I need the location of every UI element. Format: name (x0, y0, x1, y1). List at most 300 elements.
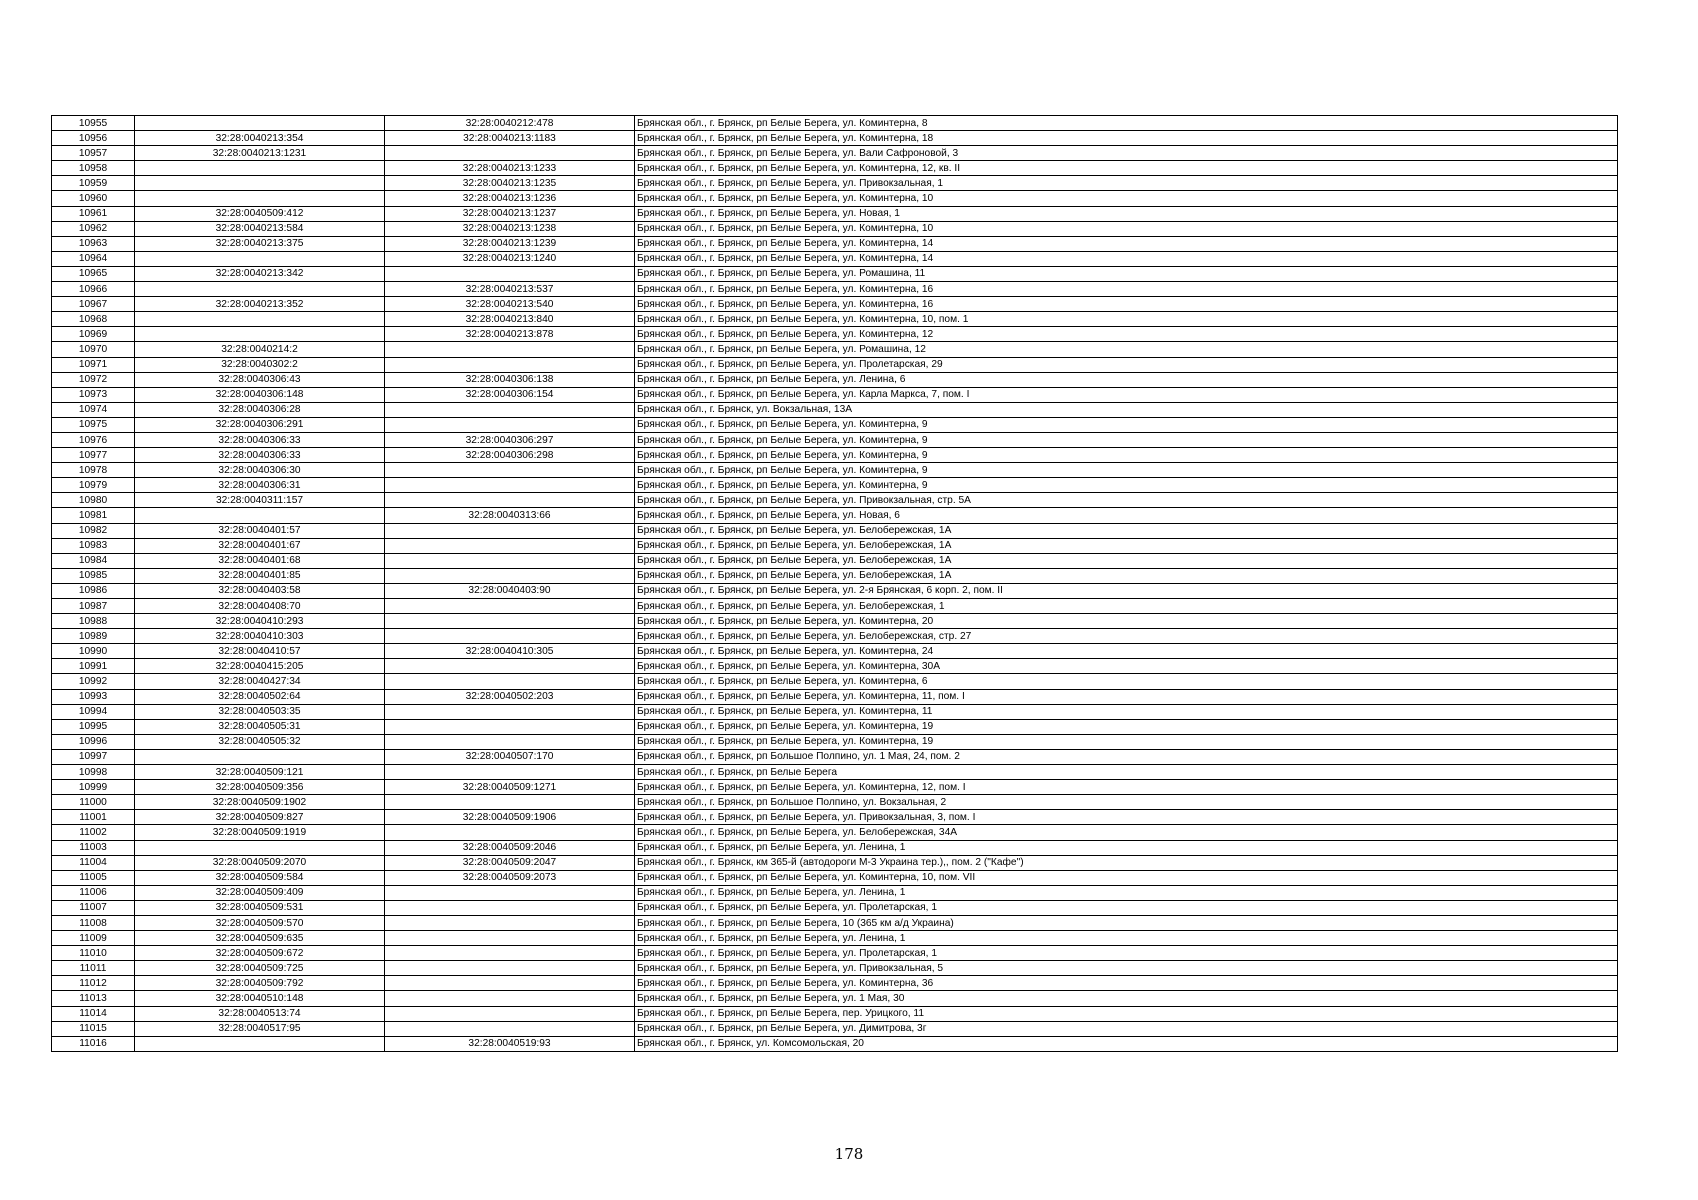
cell-cadastral-number-1 (135, 251, 385, 266)
cell-cadastral-number-2: 32:28:0040213:1239 (385, 236, 635, 251)
cell-address: Брянская обл., г. Брянск, рп Белые Берега, ул. 1 Мая, 30 (635, 991, 1618, 1006)
cell-row-number: 10989 (52, 629, 135, 644)
cell-cadastral-number-1: 32:28:0040306:291 (135, 417, 385, 432)
table-row (52, 976, 1618, 991)
cell-address: Брянская обл., г. Брянск, рп Белые Берега, ул. Коминтерна, 9 (635, 432, 1618, 447)
cell-cadastral-number-2: 32:28:0040213:1236 (385, 191, 635, 206)
table-row (52, 312, 1618, 327)
cell-cadastral-number-2 (385, 342, 635, 357)
table-row (52, 780, 1618, 795)
cell-cadastral-number-2: 32:28:0040509:1906 (385, 810, 635, 825)
table-row (52, 508, 1618, 523)
cell-cadastral-number-2: 32:28:0040212:478 (385, 116, 635, 131)
cell-row-number: 10990 (52, 644, 135, 659)
table-row (52, 387, 1618, 402)
cell-row-number: 11010 (52, 946, 135, 961)
cell-row-number: 11002 (52, 825, 135, 840)
cell-cadastral-number-1: 32:28:0040403:58 (135, 583, 385, 598)
cell-cadastral-number-2 (385, 659, 635, 674)
cell-cadastral-number-1: 32:28:0040509:1902 (135, 795, 385, 810)
table-row (52, 629, 1618, 644)
cell-row-number: 10960 (52, 191, 135, 206)
cell-cadastral-number-1: 32:28:0040415:205 (135, 659, 385, 674)
cell-address: Брянская обл., г. Брянск, рп Белые Берега, ул. Привокзальная, 1 (635, 176, 1618, 191)
table-row (52, 704, 1618, 719)
table-row (52, 961, 1618, 976)
cell-cadastral-number-2: 32:28:0040213:1235 (385, 176, 635, 191)
table-row (52, 402, 1618, 417)
cell-address: Брянская обл., г. Брянск, рп Белые Берега (635, 765, 1618, 780)
table-row (52, 1006, 1618, 1021)
cell-address: Брянская обл., г. Брянск, рп Белые Берега, ул. Белобережская, 1 (635, 599, 1618, 614)
cell-cadastral-number-1: 32:28:0040509:356 (135, 780, 385, 795)
cell-cadastral-number-1: 32:28:0040505:32 (135, 734, 385, 749)
cell-address: Брянская обл., г. Брянск, рп Белые Берега, ул. Новая, 1 (635, 206, 1618, 221)
cell-cadastral-number-2 (385, 266, 635, 281)
cell-cadastral-number-1: 32:28:0040401:68 (135, 553, 385, 568)
cell-cadastral-number-1: 32:28:0040427:34 (135, 674, 385, 689)
cell-cadastral-number-2 (385, 674, 635, 689)
cell-address: Брянская обл., г. Брянск, рп Белые Берега, ул. Коминтерна, 10 (635, 191, 1618, 206)
table-row (52, 116, 1618, 131)
cell-row-number: 10972 (52, 372, 135, 387)
table-row (52, 583, 1618, 598)
cell-address: Брянская обл., г. Брянск, рп Белые Берега, ул. Белобережская, 34А (635, 825, 1618, 840)
cell-cadastral-number-2 (385, 900, 635, 915)
cell-address: Брянская обл., г. Брянск, рп Белые Берега, ул. Привокзальная, 5 (635, 961, 1618, 976)
table-row (52, 448, 1618, 463)
cell-cadastral-number-2: 32:28:0040213:840 (385, 312, 635, 327)
table-row (52, 161, 1618, 176)
cell-cadastral-number-1: 32:28:0040306:33 (135, 448, 385, 463)
cell-cadastral-number-1 (135, 312, 385, 327)
cell-address: Брянская обл., г. Брянск, рп Белые Берега, ул. Ленина, 1 (635, 931, 1618, 946)
table-row (52, 417, 1618, 432)
cell-row-number: 10977 (52, 448, 135, 463)
cell-address: Брянская обл., г. Брянск, рп Белые Берега, ул. Коминтерна, 30А (635, 659, 1618, 674)
cell-row-number: 10992 (52, 674, 135, 689)
cell-row-number: 10969 (52, 327, 135, 342)
cell-address: Брянская обл., г. Брянск, рп Белые Берега, ул. Белобережская, 1А (635, 523, 1618, 538)
cell-cadastral-number-2: 32:28:0040502:203 (385, 689, 635, 704)
table-row (52, 1036, 1618, 1051)
cell-row-number: 10987 (52, 599, 135, 614)
cell-address: Брянская обл., г. Брянск, рп Большое Полпино, ул. 1 Мая, 24, пом. 2 (635, 749, 1618, 764)
cell-address: Брянская обл., г. Брянск, рп Белые Берега, ул. Коминтерна, 9 (635, 478, 1618, 493)
table-row (52, 372, 1618, 387)
table-row (52, 870, 1618, 885)
cell-cadastral-number-2 (385, 146, 635, 161)
cell-cadastral-number-1: 32:28:0040509:2070 (135, 855, 385, 870)
cell-cadastral-number-2 (385, 991, 635, 1006)
table-row (52, 176, 1618, 191)
cell-row-number: 10981 (52, 508, 135, 523)
cell-cadastral-number-2 (385, 417, 635, 432)
cell-row-number: 11003 (52, 840, 135, 855)
table-row (52, 266, 1618, 281)
cell-row-number: 10965 (52, 266, 135, 281)
cell-cadastral-number-1: 32:28:0040306:31 (135, 478, 385, 493)
cell-row-number: 10986 (52, 583, 135, 598)
table-row (52, 191, 1618, 206)
cell-address: Брянская обл., г. Брянск, рп Белые Берега, ул. Коминтерна, 10 (635, 221, 1618, 236)
cell-address: Брянская обл., г. Брянск, рп Белые Берега, ул. Коминтерна, 6 (635, 674, 1618, 689)
cell-address: Брянская обл., г. Брянск, рп Белые Берега, ул. Коминтерна, 11 (635, 704, 1618, 719)
cell-row-number: 10962 (52, 221, 135, 236)
cell-row-number: 11004 (52, 855, 135, 870)
cell-cadastral-number-1: 32:28:0040401:85 (135, 568, 385, 583)
cell-row-number: 11014 (52, 1006, 135, 1021)
cell-address: Брянская обл., г. Брянск, рп Белые Берега, ул. Коминтерна, 36 (635, 976, 1618, 991)
cell-cadastral-number-2: 32:28:0040509:1271 (385, 780, 635, 795)
cell-cadastral-number-1: 32:28:0040401:67 (135, 538, 385, 553)
cell-row-number: 10968 (52, 312, 135, 327)
cell-cadastral-number-2: 32:28:0040509:2047 (385, 855, 635, 870)
table-row (52, 568, 1618, 583)
cell-row-number: 10999 (52, 780, 135, 795)
cell-cadastral-number-1 (135, 116, 385, 131)
cell-cadastral-number-1: 32:28:0040302:2 (135, 357, 385, 372)
cell-cadastral-number-1: 32:28:0040509:635 (135, 931, 385, 946)
cell-cadastral-number-1: 32:28:0040509:570 (135, 915, 385, 930)
table-row (52, 463, 1618, 478)
cell-row-number: 10984 (52, 553, 135, 568)
cell-row-number: 11006 (52, 885, 135, 900)
cell-cadastral-number-1 (135, 840, 385, 855)
table-row (52, 599, 1618, 614)
cell-address: Брянская обл., г. Брянск, рп Белые Берега, ул. Коминтерна, 9 (635, 463, 1618, 478)
cell-address: Брянская обл., г. Брянск, рп Белые Берега, ул. Коминтерна, 8 (635, 116, 1618, 131)
cell-row-number: 10997 (52, 749, 135, 764)
cell-cadastral-number-2: 32:28:0040306:154 (385, 387, 635, 402)
table-row (52, 765, 1618, 780)
cell-cadastral-number-1 (135, 282, 385, 297)
cell-cadastral-number-2: 32:28:0040410:305 (385, 644, 635, 659)
cell-cadastral-number-2 (385, 931, 635, 946)
cell-address: Брянская обл., г. Брянск, рп Белые Берега, 10 (365 км а/д Украина) (635, 915, 1618, 930)
cell-cadastral-number-1: 32:28:0040213:375 (135, 236, 385, 251)
cell-cadastral-number-1: 32:28:0040214:2 (135, 342, 385, 357)
table-row (52, 297, 1618, 312)
cell-row-number: 10998 (52, 765, 135, 780)
cell-row-number: 10955 (52, 116, 135, 131)
cell-cadastral-number-2 (385, 1006, 635, 1021)
cell-cadastral-number-1 (135, 161, 385, 176)
table-row (52, 825, 1618, 840)
cell-address: Брянская обл., г. Брянск, рп Белые Берега, ул. Белобережская, 1А (635, 553, 1618, 568)
cell-cadastral-number-1: 32:28:0040306:33 (135, 432, 385, 447)
cell-cadastral-number-1: 32:28:0040306:148 (135, 387, 385, 402)
cell-cadastral-number-2: 32:28:0040313:66 (385, 508, 635, 523)
table-row (52, 810, 1618, 825)
cell-address: Брянская обл., г. Брянск, рп Белые Берега, ул. Коминтерна, 19 (635, 719, 1618, 734)
cell-cadastral-number-2 (385, 402, 635, 417)
cell-cadastral-number-1: 32:28:0040410:57 (135, 644, 385, 659)
cell-address: Брянская обл., г. Брянск, рп Белые Берега, ул. Коминтерна, 12, кв. II (635, 161, 1618, 176)
cell-address: Брянская обл., г. Брянск, рп Белые Берега, ул. Ромашина, 12 (635, 342, 1618, 357)
cell-cadastral-number-1: 32:28:0040509:672 (135, 946, 385, 961)
cadastral-table (51, 115, 1618, 1052)
cell-row-number: 10963 (52, 236, 135, 251)
cell-row-number: 10979 (52, 478, 135, 493)
cell-cadastral-number-2: 32:28:0040213:878 (385, 327, 635, 342)
cell-address: Брянская обл., г. Брянск, рп Белые Берега, ул. Белобережская, 1А (635, 538, 1618, 553)
cell-cadastral-number-2 (385, 704, 635, 719)
cell-cadastral-number-1 (135, 1036, 385, 1051)
cell-address: Брянская обл., г. Брянск, рп Белые Берега, ул. Ромашина, 11 (635, 266, 1618, 281)
table-row (52, 478, 1618, 493)
cell-cadastral-number-1 (135, 191, 385, 206)
cell-cadastral-number-2: 32:28:0040213:1233 (385, 161, 635, 176)
cell-address: Брянская обл., г. Брянск, рп Белые Берега, ул. Привокзальная, 3, пом. I (635, 810, 1618, 825)
cell-row-number: 11007 (52, 900, 135, 915)
table-row (52, 855, 1618, 870)
table-row (52, 1021, 1618, 1036)
table-row (52, 236, 1618, 251)
cell-address: Брянская обл., г. Брянск, рп Белые Берега, ул. Ленина, 1 (635, 885, 1618, 900)
cell-cadastral-number-1: 32:28:0040502:64 (135, 689, 385, 704)
cell-cadastral-number-1: 32:28:0040505:31 (135, 719, 385, 734)
cell-row-number: 10975 (52, 417, 135, 432)
table-row (52, 221, 1618, 236)
cell-cadastral-number-1 (135, 327, 385, 342)
cell-row-number: 10958 (52, 161, 135, 176)
cell-address: Брянская обл., г. Брянск, ул. Вокзальная, 13А (635, 402, 1618, 417)
cell-cadastral-number-2 (385, 614, 635, 629)
cell-cadastral-number-2: 32:28:0040213:540 (385, 297, 635, 312)
cell-address: Брянская обл., г. Брянск, рп Белые Берега, ул. Ленина, 6 (635, 372, 1618, 387)
table-row (52, 719, 1618, 734)
cell-address: Брянская обл., г. Брянск, рп Белые Берега, ул. Коминтерна, 12 (635, 327, 1618, 342)
cell-cadastral-number-2 (385, 915, 635, 930)
cell-row-number: 11015 (52, 1021, 135, 1036)
cell-cadastral-number-2 (385, 976, 635, 991)
cell-row-number: 10964 (52, 251, 135, 266)
cell-row-number: 11009 (52, 931, 135, 946)
table-row (52, 131, 1618, 146)
cell-address: Брянская обл., г. Брянск, рп Белые Берега, ул. Пролетарская, 1 (635, 946, 1618, 961)
cell-cadastral-number-2: 32:28:0040403:90 (385, 583, 635, 598)
cell-address: Брянская обл., г. Брянск, рп Белые Берега, ул. Вали Сафроновой, 3 (635, 146, 1618, 161)
table-row (52, 327, 1618, 342)
table-row (52, 206, 1618, 221)
cell-cadastral-number-1: 32:28:0040513:74 (135, 1006, 385, 1021)
cell-address: Брянская обл., г. Брянск, рп Белые Берега, ул. 2-я Брянская, 6 корп. 2, пом. II (635, 583, 1618, 598)
table-row (52, 146, 1618, 161)
cell-address: Брянская обл., г. Брянск, рп Белые Берега, ул. Коминтерна, 16 (635, 297, 1618, 312)
cell-row-number: 10993 (52, 689, 135, 704)
cell-address: Брянская обл., г. Брянск, рп Белые Берега, ул. Пролетарская, 1 (635, 900, 1618, 915)
cell-address: Брянская обл., г. Брянск, рп Белые Берега, ул. Коминтерна, 12, пом. I (635, 780, 1618, 795)
cell-cadastral-number-2: 32:28:0040213:1240 (385, 251, 635, 266)
cell-address: Брянская обл., г. Брянск, рп Белые Берега, ул. Димитрова, 3г (635, 1021, 1618, 1036)
page-number: 178 (834, 1145, 864, 1163)
cell-row-number: 10973 (52, 387, 135, 402)
cell-row-number: 10976 (52, 432, 135, 447)
cell-cadastral-number-1 (135, 508, 385, 523)
table-row (52, 915, 1618, 930)
cell-address: Брянская обл., г. Брянск, рп Белые Берега, ул. Коминтерна, 10, пом. VII (635, 870, 1618, 885)
table-row (52, 251, 1618, 266)
cell-address: Брянская обл., г. Брянск, рп Белые Берега, ул. Коминтерна, 16 (635, 282, 1618, 297)
cell-cadastral-number-2 (385, 553, 635, 568)
cell-cadastral-number-2 (385, 629, 635, 644)
cell-cadastral-number-1: 32:28:0040213:354 (135, 131, 385, 146)
cell-cadastral-number-2: 32:28:0040306:298 (385, 448, 635, 463)
table-row (52, 749, 1618, 764)
cell-row-number: 10974 (52, 402, 135, 417)
cell-address: Брянская обл., г. Брянск, рп Белые Берега, ул. Ленина, 1 (635, 840, 1618, 855)
cell-cadastral-number-2 (385, 478, 635, 493)
cell-cadastral-number-1 (135, 176, 385, 191)
cell-address: Брянская обл., г. Брянск, рп Белые Берега, ул. Коминтерна, 19 (635, 734, 1618, 749)
cell-cadastral-number-2: 32:28:0040213:1238 (385, 221, 635, 236)
cell-cadastral-number-2 (385, 538, 635, 553)
cell-address: Брянская обл., г. Брянск, рп Белые Берега, ул. Коминтерна, 14 (635, 251, 1618, 266)
cell-cadastral-number-2 (385, 765, 635, 780)
cell-address: Брянская обл., г. Брянск, рп Белые Берега, пер. Урицкого, 11 (635, 1006, 1618, 1021)
cell-address: Брянская обл., г. Брянск, рп Белые Берега, ул. Коминтерна, 18 (635, 131, 1618, 146)
table-row (52, 674, 1618, 689)
table-body (52, 116, 1618, 1052)
cell-row-number: 11013 (52, 991, 135, 1006)
cell-address: Брянская обл., г. Брянск, рп Белые Берега, ул. Пролетарская, 29 (635, 357, 1618, 372)
cell-row-number: 11008 (52, 915, 135, 930)
cell-address: Брянская обл., г. Брянск, км 365-й (автодороги М-3 Украина тер.),, пом. 2 ("Кафе") (635, 855, 1618, 870)
table-row (52, 689, 1618, 704)
cell-cadastral-number-2 (385, 568, 635, 583)
cell-address: Брянская обл., г. Брянск, ул. Комсомольская, 20 (635, 1036, 1618, 1051)
cell-row-number: 10996 (52, 734, 135, 749)
cell-address: Брянская обл., г. Брянск, рп Белые Берега, ул. Карла Маркса, 7, пом. I (635, 387, 1618, 402)
table-row (52, 523, 1618, 538)
cell-cadastral-number-1: 32:28:0040509:1919 (135, 825, 385, 840)
cell-cadastral-number-2 (385, 493, 635, 508)
cell-cadastral-number-1: 32:28:0040509:412 (135, 206, 385, 221)
cell-row-number: 10983 (52, 538, 135, 553)
cell-cadastral-number-2: 32:28:0040306:138 (385, 372, 635, 387)
cell-cadastral-number-1: 32:28:0040509:725 (135, 961, 385, 976)
cell-cadastral-number-1: 32:28:0040517:95 (135, 1021, 385, 1036)
cell-cadastral-number-1: 32:28:0040408:70 (135, 599, 385, 614)
cell-row-number: 11001 (52, 810, 135, 825)
cell-row-number: 10994 (52, 704, 135, 719)
cell-address: Брянская обл., г. Брянск, рп Белые Берега, ул. Коминтерна, 10, пом. 1 (635, 312, 1618, 327)
cell-cadastral-number-2 (385, 599, 635, 614)
table-row (52, 991, 1618, 1006)
cell-cadastral-number-2: 32:28:0040509:2046 (385, 840, 635, 855)
cell-cadastral-number-1: 32:28:0040213:352 (135, 297, 385, 312)
cell-row-number: 10971 (52, 357, 135, 372)
cell-cadastral-number-2 (385, 825, 635, 840)
table-row (52, 885, 1618, 900)
cell-address: Брянская обл., г. Брянск, рп Белые Берега, ул. Коминтерна, 14 (635, 236, 1618, 251)
table-row (52, 614, 1618, 629)
cell-cadastral-number-2: 32:28:0040507:170 (385, 749, 635, 764)
cell-cadastral-number-1 (135, 749, 385, 764)
cell-cadastral-number-2: 32:28:0040509:2073 (385, 870, 635, 885)
cell-row-number: 10961 (52, 206, 135, 221)
cell-cadastral-number-1: 32:28:0040213:584 (135, 221, 385, 236)
table-row (52, 946, 1618, 961)
table-row (52, 840, 1618, 855)
cell-address: Брянская обл., г. Брянск, рп Белые Берега, ул. Коминтерна, 20 (635, 614, 1618, 629)
cell-cadastral-number-2 (385, 946, 635, 961)
cell-address: Брянская обл., г. Брянск, рп Большое Полпино, ул. Вокзальная, 2 (635, 795, 1618, 810)
cell-cadastral-number-2 (385, 1021, 635, 1036)
cell-row-number: 10970 (52, 342, 135, 357)
cell-address: Брянская обл., г. Брянск, рп Белые Берега, ул. Белобережская, 1А (635, 568, 1618, 583)
cell-row-number: 10995 (52, 719, 135, 734)
cell-cadastral-number-1: 32:28:0040510:148 (135, 991, 385, 1006)
cell-cadastral-number-1: 32:28:0040509:827 (135, 810, 385, 825)
table-row (52, 734, 1618, 749)
cell-row-number: 10967 (52, 297, 135, 312)
cell-row-number: 10966 (52, 282, 135, 297)
table-row (52, 282, 1618, 297)
cell-cadastral-number-1: 32:28:0040311:157 (135, 493, 385, 508)
cell-cadastral-number-1: 32:28:0040401:57 (135, 523, 385, 538)
cell-cadastral-number-1: 32:28:0040509:792 (135, 976, 385, 991)
cell-cadastral-number-2: 32:28:0040306:297 (385, 432, 635, 447)
table-row (52, 659, 1618, 674)
cell-cadastral-number-1: 32:28:0040410:303 (135, 629, 385, 644)
table-row (52, 931, 1618, 946)
cell-cadastral-number-2 (385, 719, 635, 734)
table-row (52, 644, 1618, 659)
cell-cadastral-number-2: 32:28:0040519:93 (385, 1036, 635, 1051)
cell-row-number: 11000 (52, 795, 135, 810)
cell-row-number: 11016 (52, 1036, 135, 1051)
cell-row-number: 11011 (52, 961, 135, 976)
cell-cadastral-number-1: 32:28:0040213:342 (135, 266, 385, 281)
cell-cadastral-number-1: 32:28:0040213:1231 (135, 146, 385, 161)
cell-cadastral-number-2 (385, 523, 635, 538)
cell-row-number: 10991 (52, 659, 135, 674)
cell-cadastral-number-1: 32:28:0040509:409 (135, 885, 385, 900)
cell-cadastral-number-2 (385, 795, 635, 810)
cell-cadastral-number-2: 32:28:0040213:1237 (385, 206, 635, 221)
cell-cadastral-number-2: 32:28:0040213:1183 (385, 131, 635, 146)
cell-row-number: 11005 (52, 870, 135, 885)
cell-cadastral-number-1: 32:28:0040306:30 (135, 463, 385, 478)
table-row (52, 795, 1618, 810)
cell-cadastral-number-2 (385, 885, 635, 900)
table-row (52, 432, 1618, 447)
cell-address: Брянская обл., г. Брянск, рп Белые Берега, ул. Коминтерна, 24 (635, 644, 1618, 659)
cell-cadastral-number-1: 32:28:0040503:35 (135, 704, 385, 719)
cell-cadastral-number-1: 32:28:0040410:293 (135, 614, 385, 629)
cell-cadastral-number-1: 32:28:0040509:584 (135, 870, 385, 885)
cell-cadastral-number-2: 32:28:0040213:537 (385, 282, 635, 297)
cell-row-number: 10982 (52, 523, 135, 538)
cell-row-number: 10978 (52, 463, 135, 478)
cell-cadastral-number-1: 32:28:0040306:28 (135, 402, 385, 417)
cell-address: Брянская обл., г. Брянск, рп Белые Берега, ул. Коминтерна, 9 (635, 417, 1618, 432)
cell-cadastral-number-2 (385, 357, 635, 372)
table-row (52, 342, 1618, 357)
cell-address: Брянская обл., г. Брянск, рп Белые Берега, ул. Новая, 6 (635, 508, 1618, 523)
cell-row-number: 10959 (52, 176, 135, 191)
cell-row-number: 10957 (52, 146, 135, 161)
table-row (52, 900, 1618, 915)
cell-cadastral-number-2 (385, 463, 635, 478)
cell-row-number: 10956 (52, 131, 135, 146)
table-row (52, 538, 1618, 553)
cell-row-number: 11012 (52, 976, 135, 991)
cell-cadastral-number-2 (385, 961, 635, 976)
cell-row-number: 10980 (52, 493, 135, 508)
